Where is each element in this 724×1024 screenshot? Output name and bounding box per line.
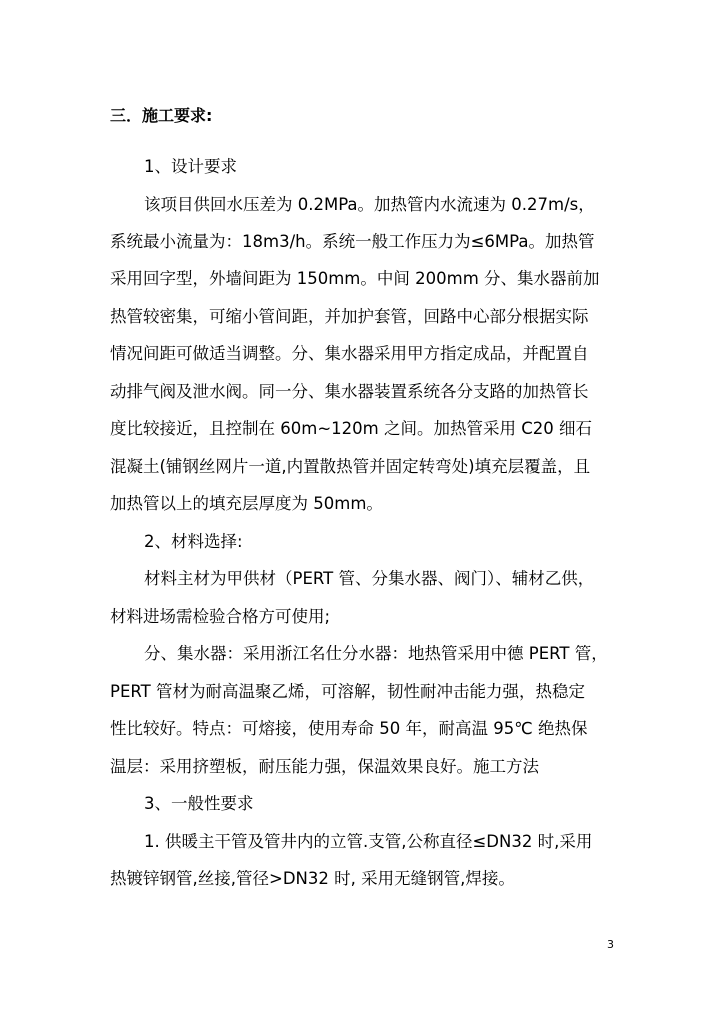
subsection-title-design: 1、设计要求: [144, 157, 237, 176]
paragraph-line: 系统最小流量为：18m3/h。系统一般工作压力为≤6MPa。加热管: [110, 232, 595, 251]
paragraph-line: 1. 供暖主干管及管井内的立管.支管,公称直径≤DN32 时,采用: [144, 832, 593, 851]
paragraph-line: 度比较接近，且控制在 60m~120m 之间。加热管采用 C20 细石: [110, 419, 592, 438]
subsection-title-general: 3、一般性要求: [144, 794, 254, 813]
paragraph-line: 分、集水器：采用浙江名仕分水器：地热管采用中德 PERT 管，: [144, 644, 608, 663]
paragraph-line: 动排气阀及泄水阀。同一分、集水器装置系统各分支路的加热管长: [110, 382, 589, 401]
subsection-title-materials: 2、材料选择:: [144, 532, 243, 551]
section-heading: 三．施工要求:: [110, 106, 213, 125]
paragraph-line: PERT 管材为耐高温聚乙烯，可溶解，韧性耐冲击能力强，热稳定: [110, 682, 585, 701]
paragraph-line: 热镀锌钢管,丝接,管径>DN32 时, 采用无缝钢管,焊接。: [110, 869, 515, 888]
paragraph-line: 混凝土(铺钢丝网片一道,内置散热管并固定转弯处)填充层覆盖，且: [110, 457, 591, 476]
paragraph-line: 加热管以上的填充层厚度为 50mm。: [110, 494, 383, 513]
paragraph-line: 材料主材为甲供材（PERT 管、分集水器、阀门）、辅材乙供，: [144, 569, 595, 588]
paragraph-line: 情况间距可做适当调整。分、集水器采用甲方指定成品，并配置自: [110, 344, 589, 363]
paragraph-line: 材料进场需检验合格方可使用;: [110, 607, 331, 626]
page-number: 3: [607, 938, 614, 951]
paragraph-line: 温层：采用挤塑板，耐压能力强，保温效果良好。施工方法: [110, 757, 539, 776]
paragraph-line: 性比较好。特点：可熔接，使用寿命 50 年，耐高温 95℃ 绝热保: [110, 719, 588, 738]
paragraph-line: 该项目供回水压差为 0.2MPa。加热管内水流速为 0.27m/s，: [144, 195, 595, 214]
paragraph-line: 采用回字型，外墙间距为 150mm。中间 200mm 分、集水器前加: [110, 269, 600, 288]
paragraph-line: 热管较密集，可缩小管间距，并加护套管，回路中心部分根据实际: [110, 307, 589, 326]
